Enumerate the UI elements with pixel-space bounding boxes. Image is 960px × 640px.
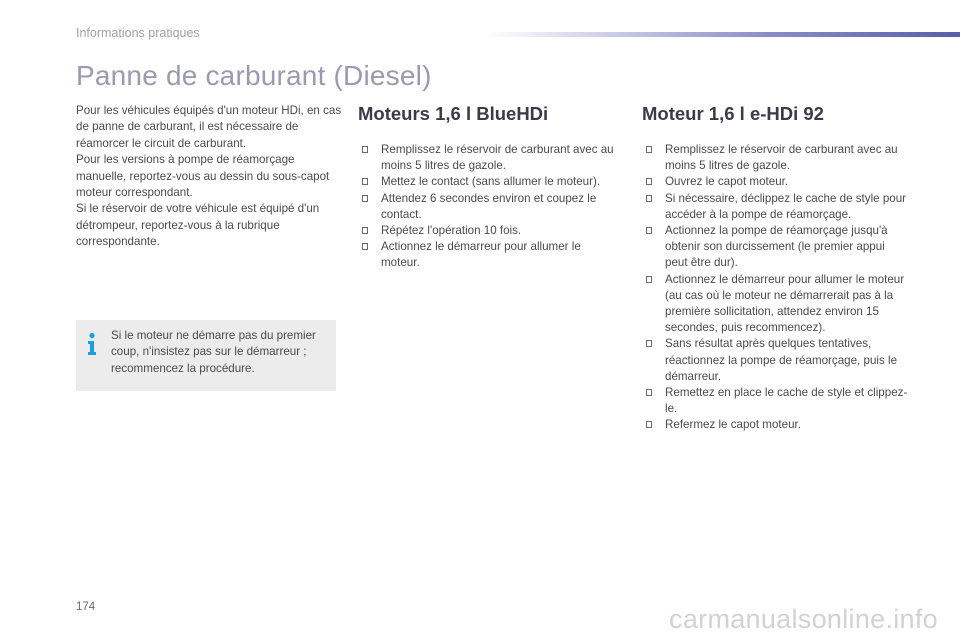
- header-accent-bar: [486, 32, 960, 37]
- intro-text: [76, 103, 342, 251]
- step-item: [358, 191, 622, 223]
- step-text: Actionnez la pompe de réamorçage jusqu'à obtenir son durcissement (le premier appui peut être dur).: [665, 224, 888, 270]
- bluehdi-steps: [358, 142, 622, 272]
- step-item: [642, 191, 910, 223]
- checkbox-icon: [646, 146, 652, 153]
- checkbox-icon: [646, 195, 652, 202]
- step-item: [358, 223, 622, 239]
- page-title: Panne de carburant (Diesel): [76, 60, 432, 91]
- step-item: [358, 142, 622, 174]
- step-text: Remplissez le réservoir de carburant avec au moins 5 litres de gazole.: [381, 143, 614, 173]
- step-item: [642, 385, 910, 417]
- checkbox-icon: [646, 421, 652, 428]
- step-item: [642, 336, 910, 385]
- info-box-text: Si le moteur ne démarre pas du premier coup, n'insistez pas sur le démarreur ; recommencez la procédure.: [111, 329, 316, 375]
- step-text: Remettez en place le cache de style et clippez-le.: [665, 386, 908, 416]
- step-text: Remplissez le réservoir de carburant avec au moins 5 litres de gazole.: [665, 143, 898, 173]
- checkbox-icon: [646, 178, 652, 185]
- step-item: [642, 223, 910, 272]
- step-text: Ouvrez le capot moteur.: [665, 175, 789, 189]
- step-item: [642, 142, 910, 174]
- bluehdi-heading: Moteurs 1,6 l BlueHDi: [358, 103, 549, 124]
- intro-paragraph: Pour les versions à pompe de réamorçage manuelle, reportez-vous au dessin du sous-capot moteur correspondant.: [76, 153, 330, 200]
- ehdi-heading: Moteur 1,6 l e-HDi 92: [642, 103, 824, 124]
- step-text: Attendez 6 secondes environ et coupez le contact.: [381, 191, 597, 221]
- step-text: Actionnez le démarreur pour allumer le moteur.: [381, 240, 581, 270]
- step-item: [642, 417, 910, 433]
- checkbox-icon: [646, 389, 652, 396]
- bluehdi-section: [358, 103, 622, 272]
- step-text: Refermez le capot moteur.: [665, 418, 801, 432]
- step-text: Répétez l'opération 10 fois.: [381, 224, 522, 238]
- step-text: Sans résultat après quelques tentatives, réactionnez la pompe de réamorçage, puis le démarreur.: [665, 337, 898, 383]
- step-item: [358, 239, 622, 271]
- ehdi-section: [642, 103, 910, 434]
- info-icon: [86, 332, 98, 356]
- page-number: 174: [76, 601, 96, 613]
- step-item: [358, 174, 622, 190]
- checkbox-icon: [362, 227, 368, 234]
- intro-paragraph: Si le réservoir de votre véhicule est équipé d'un détrompeur, reportez-vous à la rubrique correspondante.: [76, 202, 320, 249]
- ehdi-steps: [642, 142, 910, 434]
- checkbox-icon: [646, 340, 652, 347]
- step-text: Mettez le contact (sans allumer le moteur).: [381, 175, 601, 189]
- info-box: [76, 320, 336, 391]
- step-text: Actionnez le démarreur pour allumer le moteur (au cas où le moteur ne démarrerait pas à la première sollicitation, attendez environ 15 secondes, puis recommencez).: [665, 272, 905, 335]
- checkbox-icon: [362, 195, 368, 202]
- checkbox-icon: [362, 243, 368, 250]
- intro-paragraph: Pour les véhicules équipés d'un moteur HDi, en cas de panne de carburant, il est nécessaire de réamorcer le circuit de carburant.: [76, 104, 342, 150]
- step-item: [642, 272, 910, 337]
- checkbox-icon: [362, 146, 368, 153]
- section-label: Informations pratiques: [76, 26, 200, 40]
- watermark: carmanualsonline.info: [669, 604, 938, 634]
- checkbox-icon: [362, 178, 368, 185]
- step-item: [642, 174, 910, 190]
- checkbox-icon: [646, 227, 652, 234]
- checkbox-icon: [646, 276, 652, 283]
- step-text: Si nécessaire, déclippez le cache de style pour accéder à la pompe de réamorçage.: [665, 191, 907, 221]
